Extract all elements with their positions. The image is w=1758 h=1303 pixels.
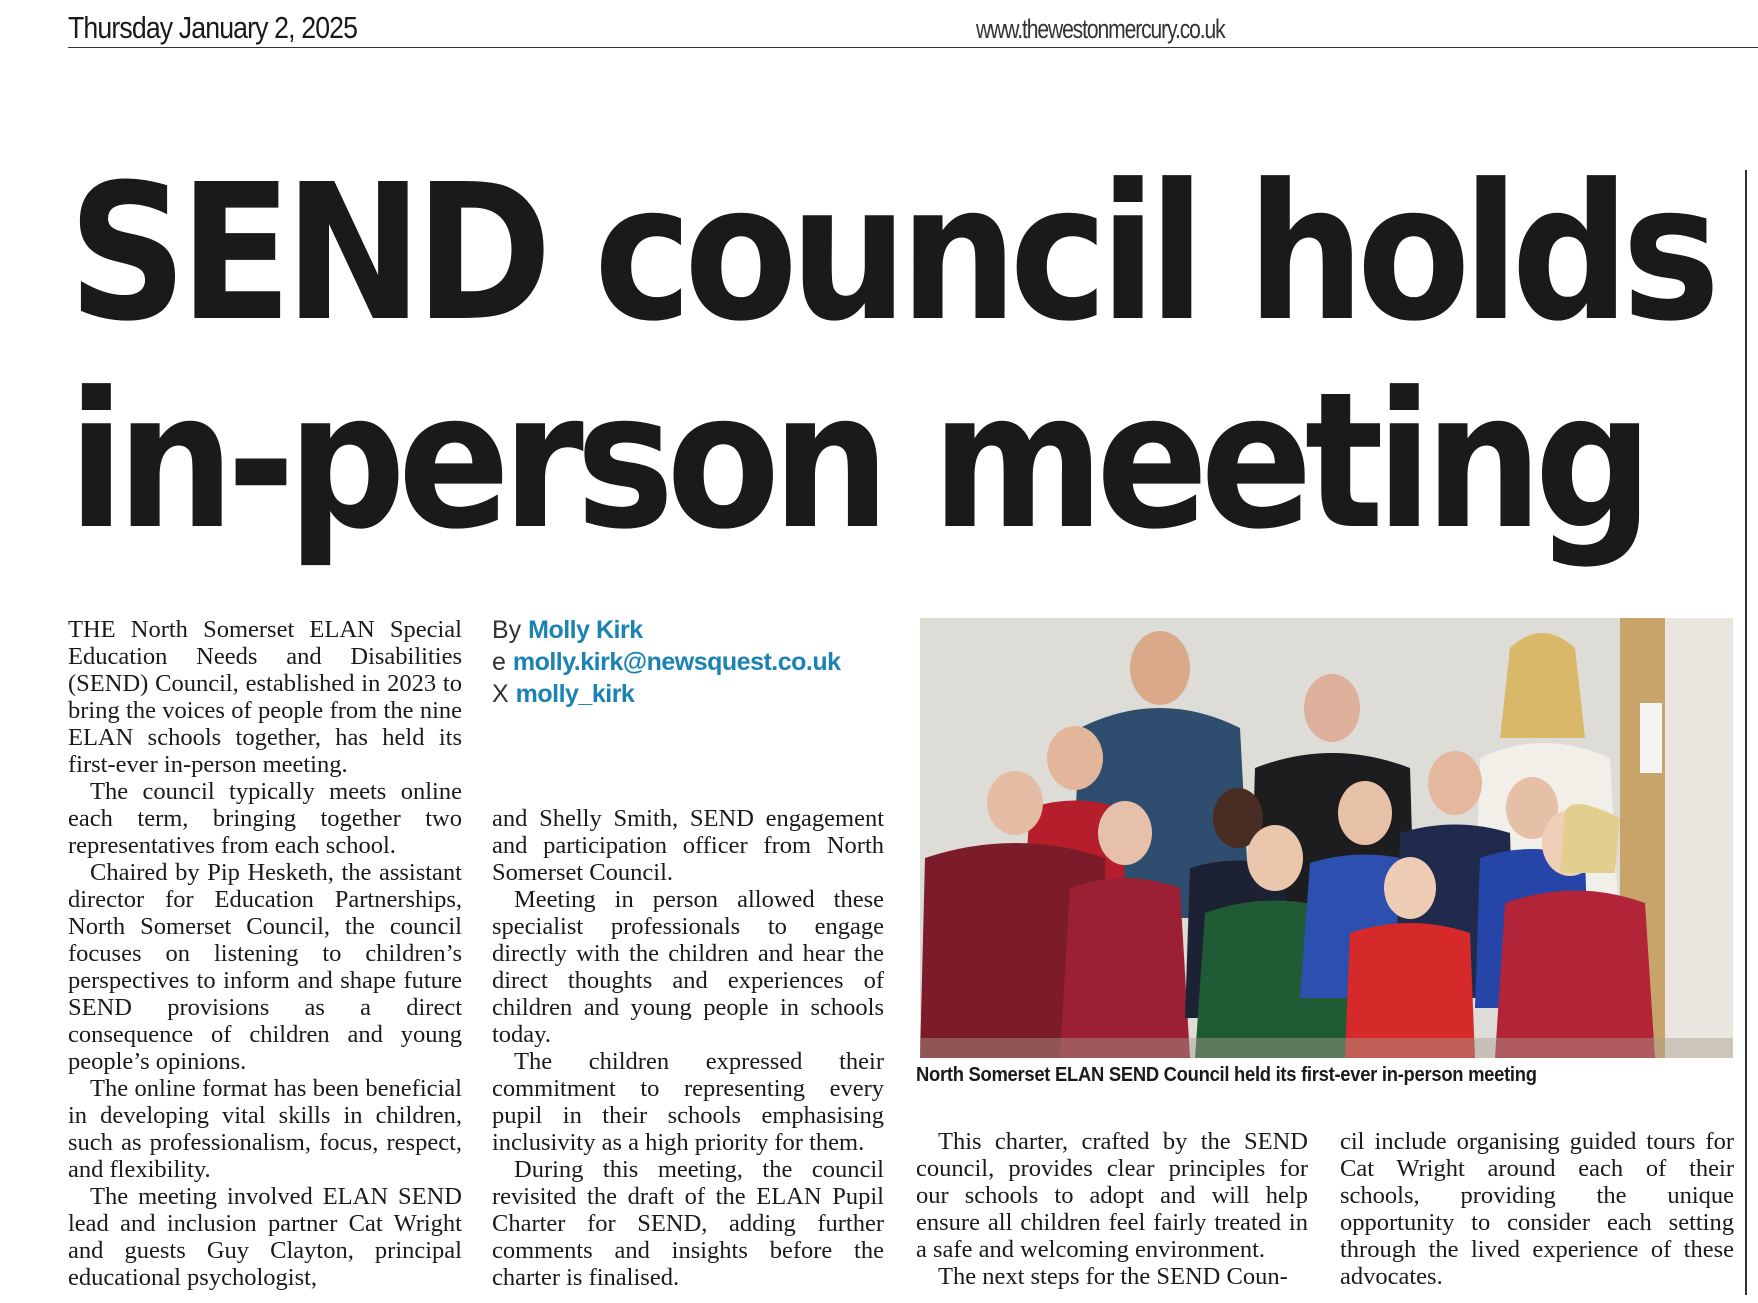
paragraph: The children expressed their commitment to representing every pupil in their schools emphasising inclusivity as a high priority for them. [492,1048,884,1156]
paragraph: Chaired by Pip Hesketh, the assistant director for Education Partnerships, North Somerset Council, the council focuses on listening to children’s perspectives to inform and shape future SEND provisions as a direct consequence of children and young people’s opinions. [68,859,462,1075]
x-label: X [492,680,509,708]
by-label: By [492,616,522,644]
email-label: e [492,648,506,676]
author-x-handle-link[interactable]: molly_kirk [515,680,635,708]
article-column-2 [492,805,884,1291]
headline-line-1: SEND council holds [68,144,1713,363]
paragraph: Meeting in person allowed these specialist professionals to engage directly with the children and hear the direct thoughts and experiences of children and young people in schools today. [492,886,884,1048]
paragraph: The next steps for the SEND Coun- [938,1263,1288,1290]
article-column-3 [916,1128,1308,1290]
paragraph: cil include organising guided tours for Cat Wright around each of their schools, providing the unique opportunity to consider each setting through the lived experience of these advocates. [1340,1128,1734,1290]
group-photo-illustration [920,618,1733,1058]
byline-email-row [492,646,841,678]
article-column-4 [1340,1128,1734,1290]
paragraph: The online format has been beneficial in developing vital skills in children, such as professionalism, focus, respect, and flexibility. [68,1075,462,1183]
article-photo [920,618,1733,1058]
author-email-link[interactable]: molly.kirk@newsquest.co.uk [512,648,841,676]
paragraph: and Shelly Smith, SEND engagement and participation officer from North Somerset Council. [492,805,884,886]
paragraph: THE North Somerset ELAN Special Education Needs and Disabilities (SEND) Council, established in 2023 to bring the voices of people from the nine ELAN schools together, has held its first-ever in-person meeting. [68,616,462,778]
paragraph: This charter, crafted by the SEND council, provides clear principles for our schools to adopt and will help ensure all children feel fairly treated in a safe and welcoming environment. [916,1128,1308,1263]
issue-date: Thursday January 2, 2025 [68,10,358,45]
paragraph: The meeting involved ELAN SEND lead and inclusion partner Cat Wright and guests Guy Clayton, principal educational psychologist, [68,1183,462,1291]
headline [68,144,1748,571]
byline [492,614,841,710]
byline-author-row [492,614,841,646]
author-name: Molly Kirk [528,616,643,644]
website-url[interactable]: www.thewestonmercury.co.uk [976,14,1225,44]
headline-line-2: in-person meeting [68,352,1646,571]
photo-caption: North Somerset ELAN SEND Council held its first-ever in-person meeting [916,1064,1537,1086]
byline-x-row [492,678,841,710]
article-column-1 [68,616,462,1291]
paragraph: The council typically meets online each term, bringing together two representatives from each school. [68,778,462,859]
masthead [68,6,1758,48]
paragraph: During this meeting, the council revisited the draft of the ELAN Pupil Charter for SEND, adding further comments and insights before the charter is finalised. [492,1156,884,1291]
